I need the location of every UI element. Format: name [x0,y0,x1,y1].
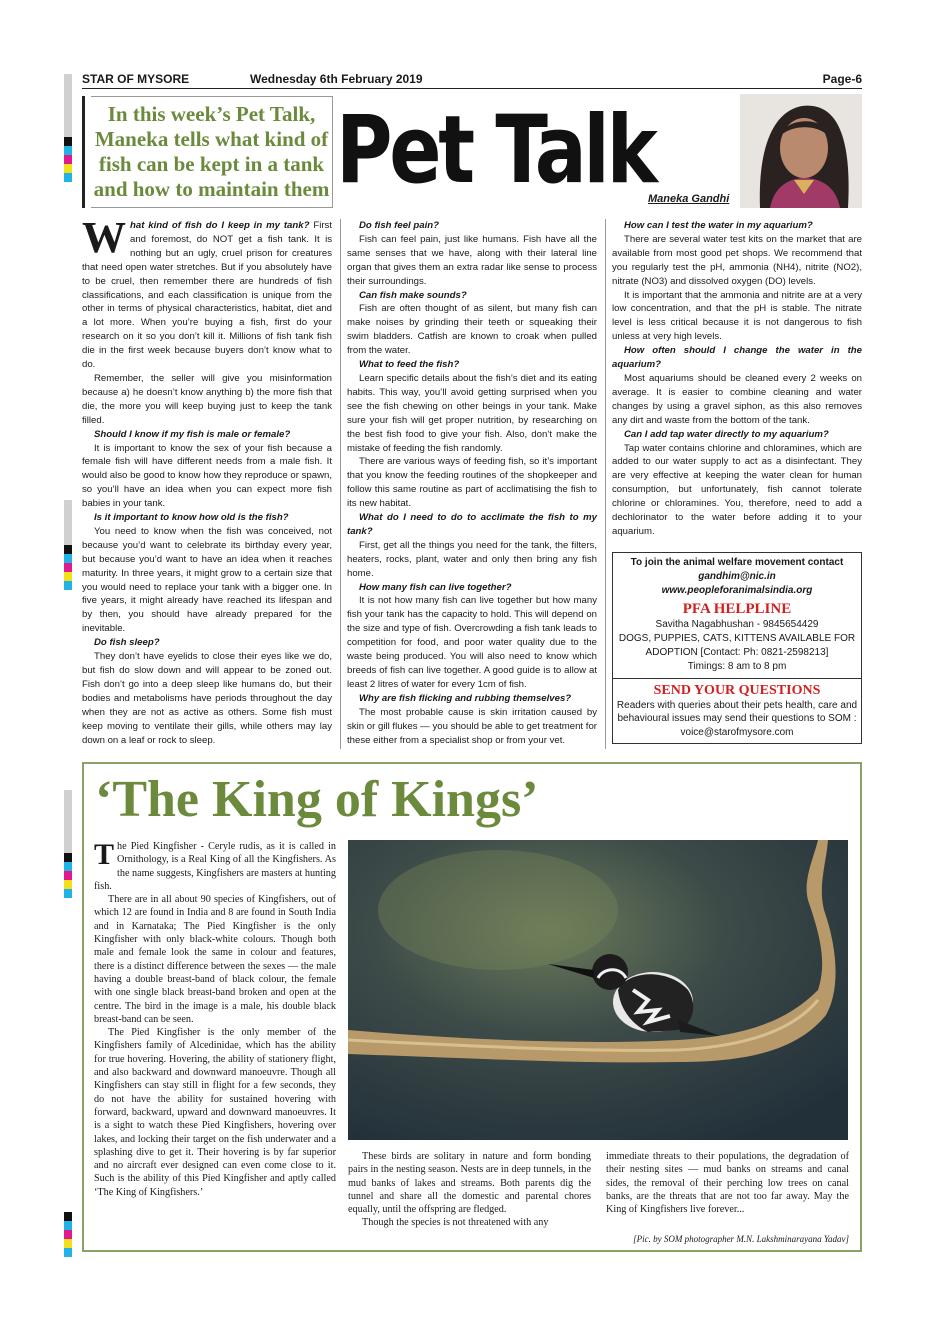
question-heading: How can I test the water in my aquarium? [624,220,813,231]
question-heading: How often should I change the water in the aquarium? [612,345,862,371]
paragraph: Remember, the seller will give you misinformation because a) he doesn’t know anything b) the more fish that die, the more you will keep buying just to keep the tank filled. [82,372,332,426]
question-heading: Why are fish flicking and rubbing themselves? [359,692,572,704]
question-heading: What do I need to do to acclimate the fish to my tank? [347,512,597,537]
feature-title: ‘The King of Kings’ [95,771,539,828]
paragraph: Fish can feel pain, just like humans. Fish have all the same senses that we have, along with their lateral line organ that gives them an extra radar like sense to process their surroundings. [347,233,597,287]
promo-text: In this week’s Pet Talk, Maneka tells what kind of fish can be kept in a tank and how to maintain them [91,96,333,208]
question-heading: Should I know if my fish is male or female? [94,428,291,440]
question-heading: Is it important to know how old is the fish? [94,512,289,524]
lead-question: hat kind of fish do I keep in my tank? [130,220,310,231]
contact-email: gandhim@nic.in [698,570,776,582]
box-divider [613,678,861,679]
registration-marks-bottom [64,1212,72,1257]
column-divider [605,219,606,749]
question-heading: Can I add tap water directly to my aquarium? [624,428,829,440]
send-questions-title: SEND YOUR QUESTIONS [653,682,821,698]
question-heading: Can fish make sounds? [359,289,467,301]
paragraph: First, get all the things you need for the tank, the filters, heaters, rocks, plant, water and only then bring any fish home. [347,539,597,579]
column-title: Pet Talk [336,96,655,205]
send-questions-text: Readers with queries about their pets health, care and behavioural issues may send their questions to SOM : voice@starofmysore.com [616,699,858,739]
paragraph: Most aquariums should be cleaned every 2 weeks on average. It is easier to combine cleaning and water changes by using a gravel siphon, as this also removes any dirt and waste from the bottom of the tank. [612,372,862,426]
article-column-2 [347,219,597,747]
drop-cap: T [94,838,115,871]
question-heading: Do fish sleep? [94,637,160,649]
registration-marks-top [64,74,72,182]
lead-paragraph [82,213,332,372]
author-byline: Maneka Gandhi [648,193,730,205]
question-heading: What to feed the fish? [359,359,460,371]
paragraph: Tap water contains chlorine and chloramines, which are added to our water supply to act as a disinfectant. They are very effective at keeping the water clean for human consumption, but unfortunately, fish cannot tolerate chlorine or chloramines. You, therefore, need to add a dechlorinator to the water before adding it to your aquarium. [612,442,862,537]
paragraph: There are various ways of feeding fish, so it’s important that you know the feeding routines of the shopkeeper and follow this same routine as part of acclimatising the fish to its new habitat. [347,456,597,510]
helpline-timings: Timings: 8 am to 8 pm [687,660,787,672]
paragraph: It is important that the ammonia and nitrite are at a very low concentration, and that the pH is stable. The nitrate level is less critical because it is not dangerous to fish unless at very high levels. [612,289,862,343]
kingfisher-photo [348,840,848,1140]
publication-name: STAR OF MYSORE [82,72,190,86]
promo-box [82,96,335,208]
paragraph: It is important to know the sex of your fish because a female fish will have different needs from a male fish. It would also be good to know how they reproduce or spawn, so you’ll have an idea when you can expect more fish babies in your tank. [82,442,332,510]
paragraph: There are several water test kits on the market that are available from most good pet shops. We recommend that you regularly test the pH, ammonia (NH4), nitrite (NO2), nitrate (NO3) and dissolved oxygen (DO) levels. [612,233,862,287]
paragraph: It is not how many fish can live together but how many fish your tank has the capacity to hold. This will depend on the size and type of fish. Overcrowding a fish tank leads to competition for food, and poor water quality due to the waste being produced. You will also need to know which breeds of fish can live together. A good guide is to allow at least 2 litres of water for every 1cm of fish. [347,595,597,690]
paragraph: There are in all about 90 species of Kingfishers, out of which 12 are found in India and 8 are found in South India and in Karnataka; The Pied Kingfisher is the only Kingfisher with only black-white colours. Though both male and female look the same in colour and features, there is a distinct difference between the sexes — the male having a double breast-band of black colour, the female with one single black breast-band broken and open at the centre. The bird in the image is a male, his double black breast-band can be seen. [94,894,336,1025]
paragraph: They don’t have eyelids to close their eyes like we do, but fish do slow down and will appear to be zoned out. Fish don’t go into a deep sleep like humans do, but their bodies and metabolisms have periods throughout the day when they are not as active as others. Some fish must keep moving to ventilate their gills, while others may lay down on a leaf or rock to sleep. [82,651,332,746]
paragraph: You need to know when the fish was conceived, not because you’d want to celebrate its birthday every year, but because you’d want to have an idea when it reaches maturity. In three years, it might grow to a certain size that you would need to replace your tank with a bigger one. In five years, it might already have reached its lifespan and by then, you should have already prepared for the inevitable. [82,525,332,635]
helpline-contact: Savitha Nagabhushan - 9845654429 [655,619,819,631]
paragraph: The most probable cause is skin irritation caused by skin or gill flukes — you should be able to get treatment for these either from a specialist shop or from your vet. [347,706,597,746]
issue-date: Wednesday 6th February 2019 [250,72,423,86]
paragraph: These birds are solitary in nature and form bonding pairs in the nesting season. Nests are in deep tunnels, in the mud banks of lakes and streams. Both parents dig the tunnel and share all the domestic and parental chores equally, until the offspring are fledged. [348,1151,591,1216]
lead-paragraph [94,840,336,893]
feature-column-3 [606,1150,849,1216]
paragraph: immediate threats to their populations, the degradation of their nesting sites — mud banks on streams and canal sides, the removal of their perching low trees on canal banks, are the threats that are not too far away. May the King of Kingfishers live forever... [606,1151,849,1216]
join-text: To join the animal welfare movement contact [630,557,844,568]
article-column-3 [612,219,862,539]
question-heading: Do fish feel pain? [359,220,439,231]
registration-marks-middle [64,500,72,590]
paragraph: The Pied Kingfisher is the only member of the Kingfishers family of Alcedinidae, which has the ability for true hovering. Hovering, the ability of stationery flight, and also backward and downward manoeuvre. Though all Kingfishers can stay still in flight for a few seconds, they do not have the ability for sustained hovering with forward, backward, upward and downward manoeuvres. It is a sight to watch these Pied Kingfishers, hovering over lakes, and locking their target on the fish underwater and a splashing dive to get it. Their hovering is by far superior and no aircraft ever designed can even come close to it. Such is the ability of this Pied Kingfisher and aptly called ‘The King of Kingfishers.’ [94,1027,336,1198]
info-box [612,552,862,744]
paragraph: Learn specific details about the fish’s diet and its eating habits. This way, you’ll avoid getting surprised when you see the fish chewing on other beings in your tank. Make sure your fish will get proper nutrition, by researching on the best fish food to give your fish. Also, don’t make the mistake of feeding the fish randomly. [347,372,597,454]
author-photo [740,94,862,208]
feature-column-1 [94,840,336,1199]
paragraph: Though the species is not threatened with any [362,1217,549,1229]
lead-text: he Pied Kingfisher - Ceryle rudis, as it is called in Ornithology, is a Real King of all the Kingfishers. As the name suggests, Kingfishers are masters at hunting fish. [94,841,336,892]
drop-cap: W [82,213,126,262]
column-divider [340,219,341,749]
feature-column-2 [348,1150,591,1230]
article-column-1 [82,213,332,747]
adoption-text: DOGS, PUPPIES, CATS, KITTENS AVAILABLE FOR ADOPTION [Contact: Ph: 0821-2598213] [618,633,856,658]
lead-text: First and foremost, do NOT get a fish tank. It is nothing but an ugly, cruel prison for creatures that need open water stretches. But if you absolutely have to be cruel, then remember there are hundreds of fish classifications, and each classification is unique from the other in terms of physical characteristics, habitat, diet and a lot more. When you’re buying a fish, first do your research on it so you don’t kill it. Millions of fish tank fish die in the first week because buyers don’t know what to do. [82,220,332,371]
question-heading: How many fish can live together? [359,581,512,593]
page-number: Page-6 [822,72,862,86]
helpline-title: PFA HELPLINE [682,601,792,618]
contact-website: www.peopleforanimalsindia.org [661,584,813,596]
page-header [82,72,862,89]
registration-marks-lower [64,790,72,898]
paragraph: Fish are often thought of as silent, but many fish can make noises by grinding their teeth or squeaking their swim bladders. Catfish are known to croak when pulled from the water. [347,303,597,357]
photo-credit: [Pic. by SOM photographer M.N. Lakshminarayana Yadav] [633,1234,849,1244]
